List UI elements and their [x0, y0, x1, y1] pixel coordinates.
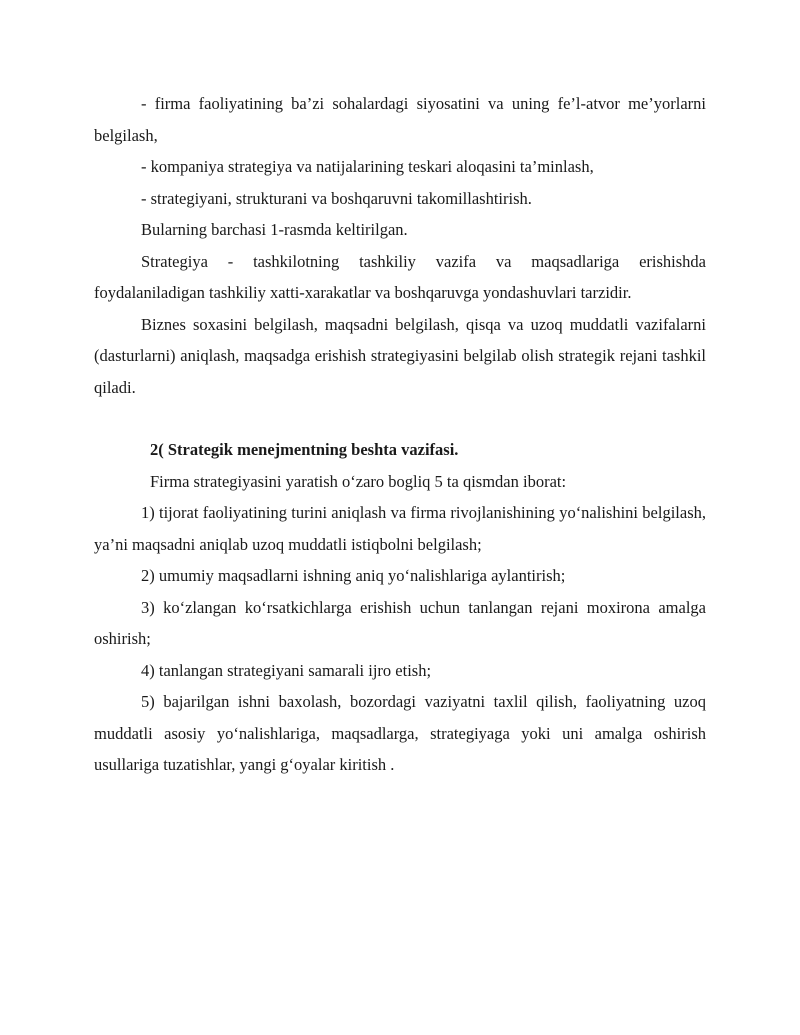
paragraph-improve: - strategiyani, strukturani va boshqaruvni takomillashtirish. [141, 188, 532, 208]
paragraph-strategy-definition: Strategiya - tashkilotning tashkiliy vazifa va maqsadlariga erishishda foydalaniladigan tashkiliy xatti-xarakatlar va boshqaruvga yondashuvlari tarzidir. [94, 251, 706, 302]
section-gap [94, 403, 706, 434]
paragraph-policy: - firma faoliyatining ba’zi sohalardagi siyosatini va uning fe’l-atvor me’yorlarni belgilash, [94, 94, 706, 145]
list-item: 1) tijorat faoliyatining turini aniqlash va firma rivojlanishining yo‘nalishini belgilash, ya’ni maqsadni aniqlab uzoq muddatli istiqbolni belgilash; [94, 503, 706, 554]
list-item: 5) bajarilgan ishni baxolash, bozordagi vaziyatni taxlil qilish, faoliyatning uzoq muddatli asosiy yo‘nalishlariga, maqsadlarga, strategiyaga yoki uni amalga oshirish usullariga tuzatishlar, yangi g‘oyalar kiritish . [94, 692, 706, 774]
section-intro: Firma strategiyasini yaratish o‘zaro bogliq 5 ta qismdan iborat: [150, 471, 567, 491]
list-item: 4) tanlangan strategiyani samarali ijro etish; [141, 660, 432, 680]
document-page [94, 88, 706, 781]
paragraph-feedback: - kompaniya strategiya va natijalarining teskari aloqasini ta’minlash, [141, 157, 594, 176]
paragraph-strategic-plan: Biznes soxasini belgilash, maqsadni belgilash, qisqa va uzoq muddatli vazifalarni (dasturlarni) aniqlash, maqsadga erishish strategiyasini belgilab olish strategik rejani tashkil qiladi. [94, 314, 706, 397]
paragraph-figure-ref: Bularning barchasi 1-rasmda keltirilgan. [141, 220, 408, 239]
section-heading: 2( Strategik menejmentning beshta vazifasi. [150, 440, 459, 459]
list-item: 2) umumiy maqsadlarni ishning aniq yo‘nalishlariga aylantirish; [141, 566, 566, 585]
list-item: 3) ko‘zlangan ko‘rsatkichlarga erishish uchun tanlangan rejani moxirona amalga oshirish; [94, 597, 706, 648]
